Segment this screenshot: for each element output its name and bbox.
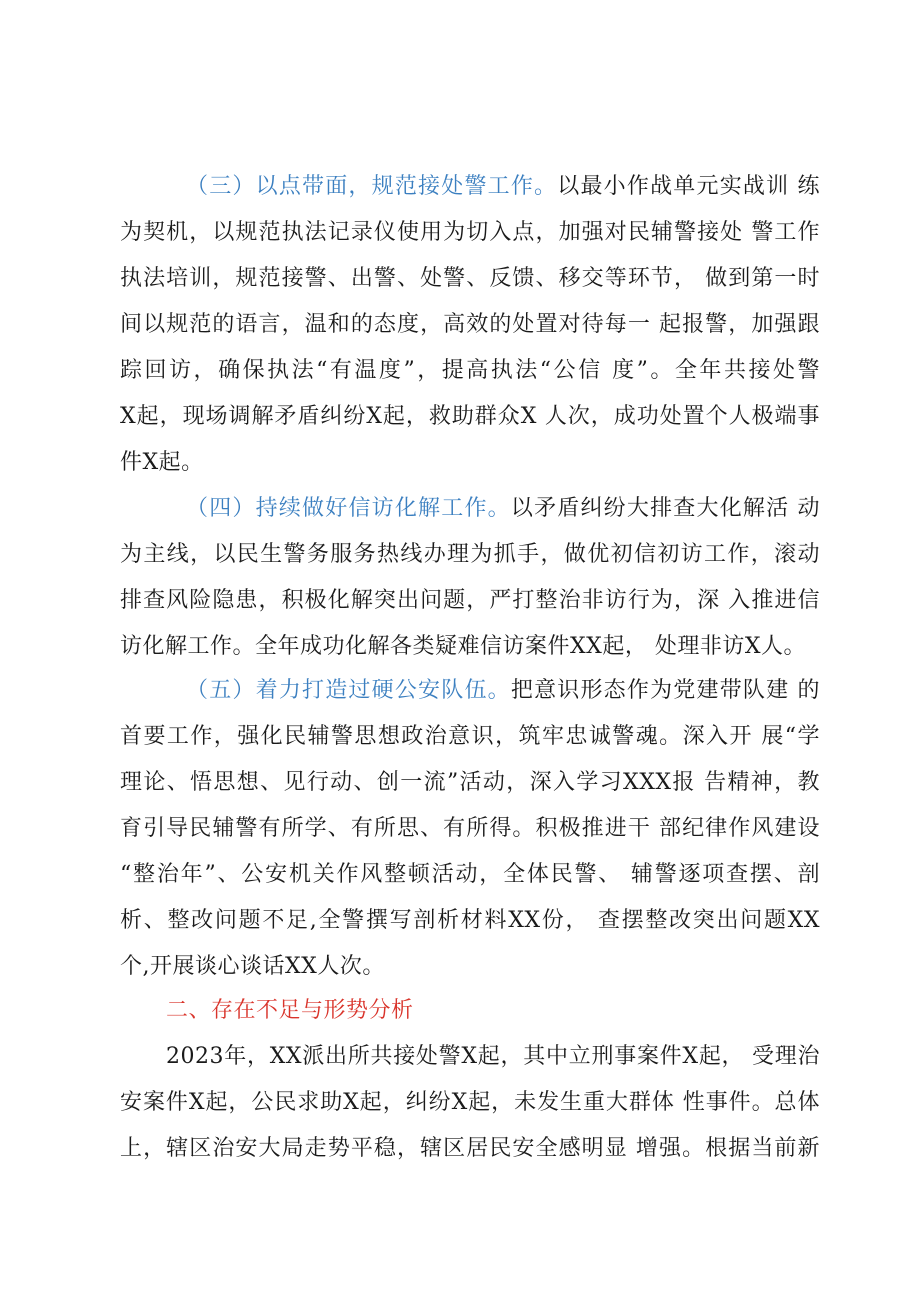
- line-text: 以矛盾纠纷大排查大化解活 动: [510, 496, 820, 521]
- paragraph-line: 访化解工作。全年成功化解各类疑难信访案件XX起， 处理非访X人。: [120, 634, 806, 659]
- subheading: （五）着力打造过硬公安队伍。: [186, 678, 511, 703]
- paragraph-line: 执法培训，规范接警、出警、处警、反馈、移交等环节， 做到第一时: [120, 266, 820, 291]
- paragraph-line: 安案件X起，公民求助X起，纠纷X起，未发生重大群体 性事件。总体: [120, 1090, 820, 1115]
- paragraph-line: X起，现场调解矛盾纠纷X起，救助群众X 人次，成功处置个人极端事: [120, 404, 820, 429]
- paragraph-line: 析、整改问题不足,全警撰写剖析材料XX份， 查摆整改突出问题XX: [120, 908, 820, 933]
- paragraph-line: “整治年”、公安机关作风整顿活动，全体民警、 辅警逐项查摆、剖: [120, 862, 820, 887]
- paragraph-line: 首要工作，强化民辅警思想政治意识，筑牢忠诚警魂。深入开 展“学: [120, 724, 820, 749]
- subheading: （四）持续做好信访化解工作。: [186, 496, 511, 521]
- paragraph-line: 个,开展谈心谈话XX人次。: [120, 954, 385, 979]
- paragraph-line: [186, 676, 820, 706]
- paragraph-line: 为主线，以民生警务服务热线办理为抓手，做优初信初访工作，滚动: [120, 542, 820, 567]
- section-title: 二、存在不足与形势分析: [166, 998, 414, 1023]
- paragraph-line: 2023年，XX派出所共接处警X起，其中立刑事案件X起， 受理治: [166, 1044, 820, 1069]
- paragraph-line: 踪回访，确保执法“有温度”，提高执法“公信 度”。全年共接处警: [120, 358, 820, 383]
- paragraph-line: 育引导民辅警有所学、有所思、有所得。积极推进干 部纪律作风建设: [120, 816, 820, 841]
- paragraph-line: 上，辖区治安大局走势平稳，辖区居民安全感明显 增强。根据当前新: [120, 1136, 820, 1161]
- paragraph-line: 排查风险隐患，积极化解突出问题，严打整治非访行为，深 入推进信: [120, 588, 820, 613]
- paragraph-line: 为契机，以规范执法记录仪使用为切入点，加强对民辅警接处 警工作: [120, 220, 820, 245]
- paragraph-line: [186, 494, 820, 524]
- line-text: 以最小作战单元实战训 练: [557, 174, 820, 199]
- paragraph-line: 件X起。: [120, 450, 204, 475]
- paragraph-line: 间以规范的语言，温和的态度，高效的处置对待每一 起报警，加强跟: [120, 312, 820, 337]
- subheading: （三）以点带面，规范接处警工作。: [186, 174, 558, 199]
- paragraph-line: 理论、悟思想、见行动、创一流”活动，深入学习XXX报 告精神，教: [120, 770, 820, 795]
- line-text: 把意识形态作为党建带队建 的: [510, 678, 820, 703]
- paragraph-line: [186, 172, 820, 202]
